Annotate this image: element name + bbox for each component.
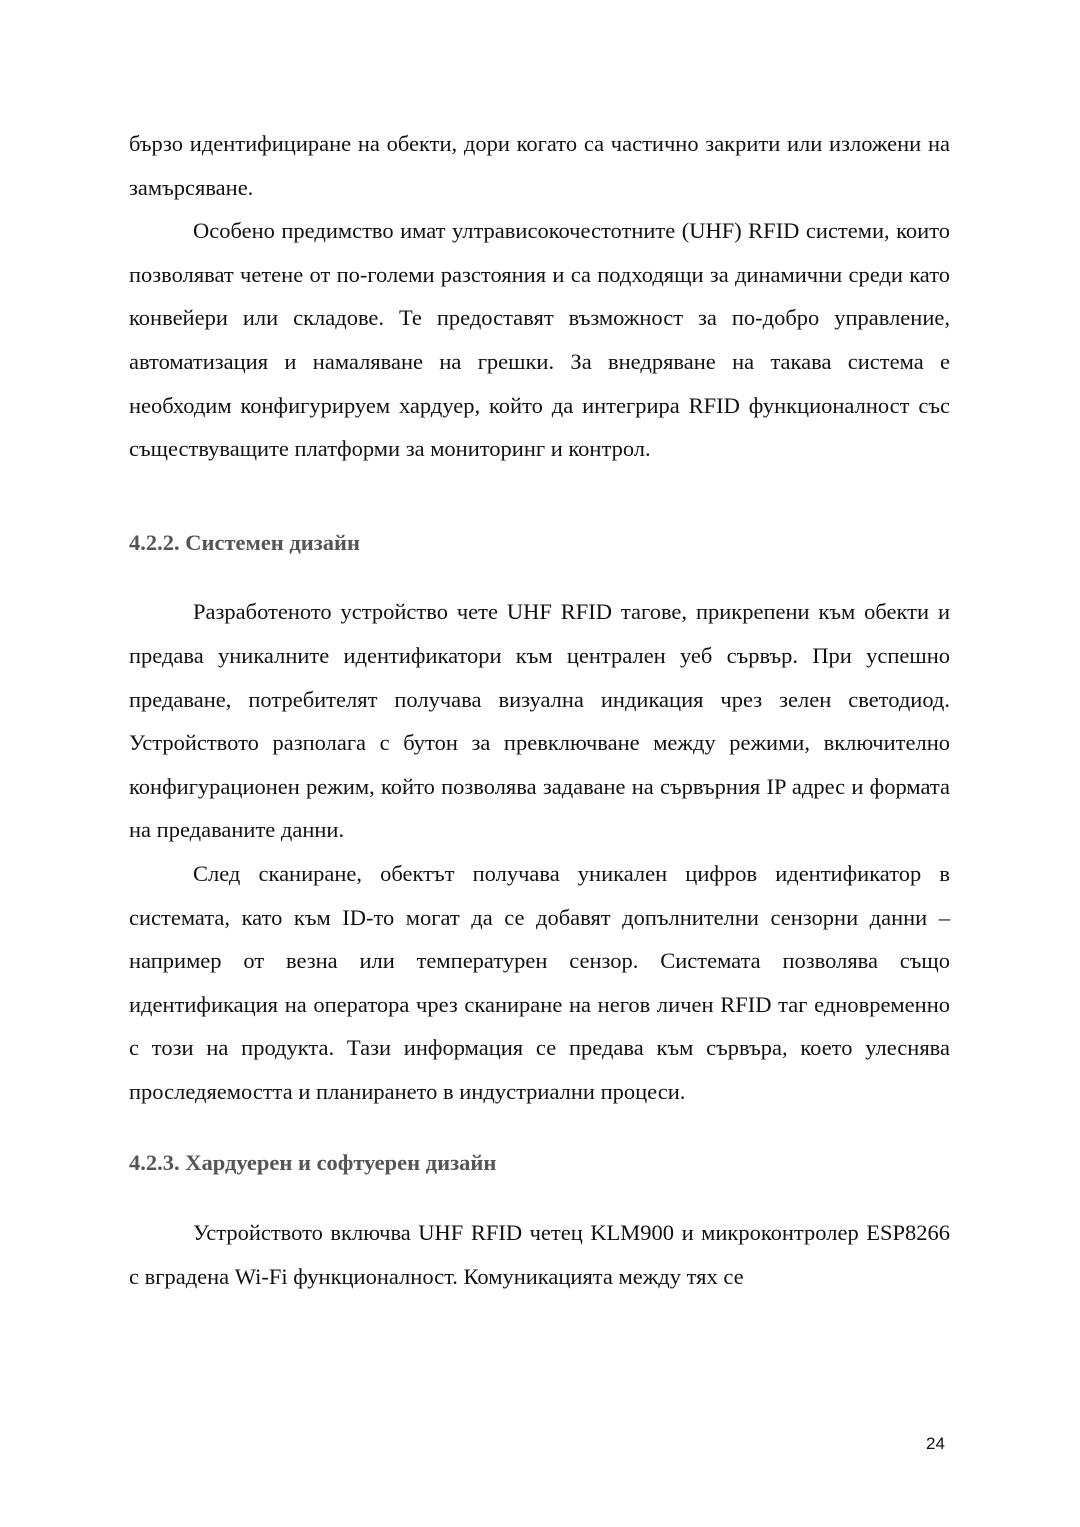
page-number: 24 <box>926 1434 945 1453</box>
paragraph-scanning-process: След сканиране, обектът получава уникален цифров идентификатор в системата, като към ID-то могат да се добавят допълнителни сензорни данни – например от везна или температурен сензор. Системата позволява също идентификация на оператора чрез сканиране на негов личен RFID таг едновременно с този на продукта. Тази информация се предава към сървъра, което улеснява проследяемостта и планирането в индустриални процеси. <box>129 860 950 1104</box>
section-heading-hardware-software-design: 4.2.3. Хардуерен и софтуерен дизайн <box>129 1150 497 1176</box>
paragraph-device-description: Разработеното устройство чете UHF RFID тагове, прикрепени към обекти и предава уникалните идентификатори към централен уеб сървър. При успешно предаване, потребителят получава визуална индикация чрез зелен светодиод. Устройството разполага с бутон за превключване между режими, включително конфигурационен режим, който позволява задаване на сървърния IP адрес и формата на предаваните данни. <box>129 599 950 843</box>
section-heading-system-design: 4.2.2. Системен дизайн <box>129 529 360 555</box>
document-page <box>129 122 950 1298</box>
paragraph-hardware-components: Устройството включва UHF RFID четец KLM900 и микроконтролер ESP8266 с вградена Wi-Fi функционалност. Комуникацията между тях се <box>129 1220 950 1289</box>
paragraph-rfid-intro-continued: бързо идентифициране на обекти, дори когато са частично закрити или изложени на замърсяване. <box>129 131 950 200</box>
paragraph-uhf-rfid-advantages: Особено предимство имат ултрависокочестотните (UHF) RFID системи, които позволяват четене от по-големи разстояния и са подходящи за динамични среди като конвейери или складове. Те предоставят възможност за по-добро управление, автоматизация и намаляване на грешки. За внедряване на такава система е необходим конфигурируем хардуер, който да интегрира RFID функционалност със съществуващите платформи за мониторинг и контрол. <box>129 218 950 462</box>
